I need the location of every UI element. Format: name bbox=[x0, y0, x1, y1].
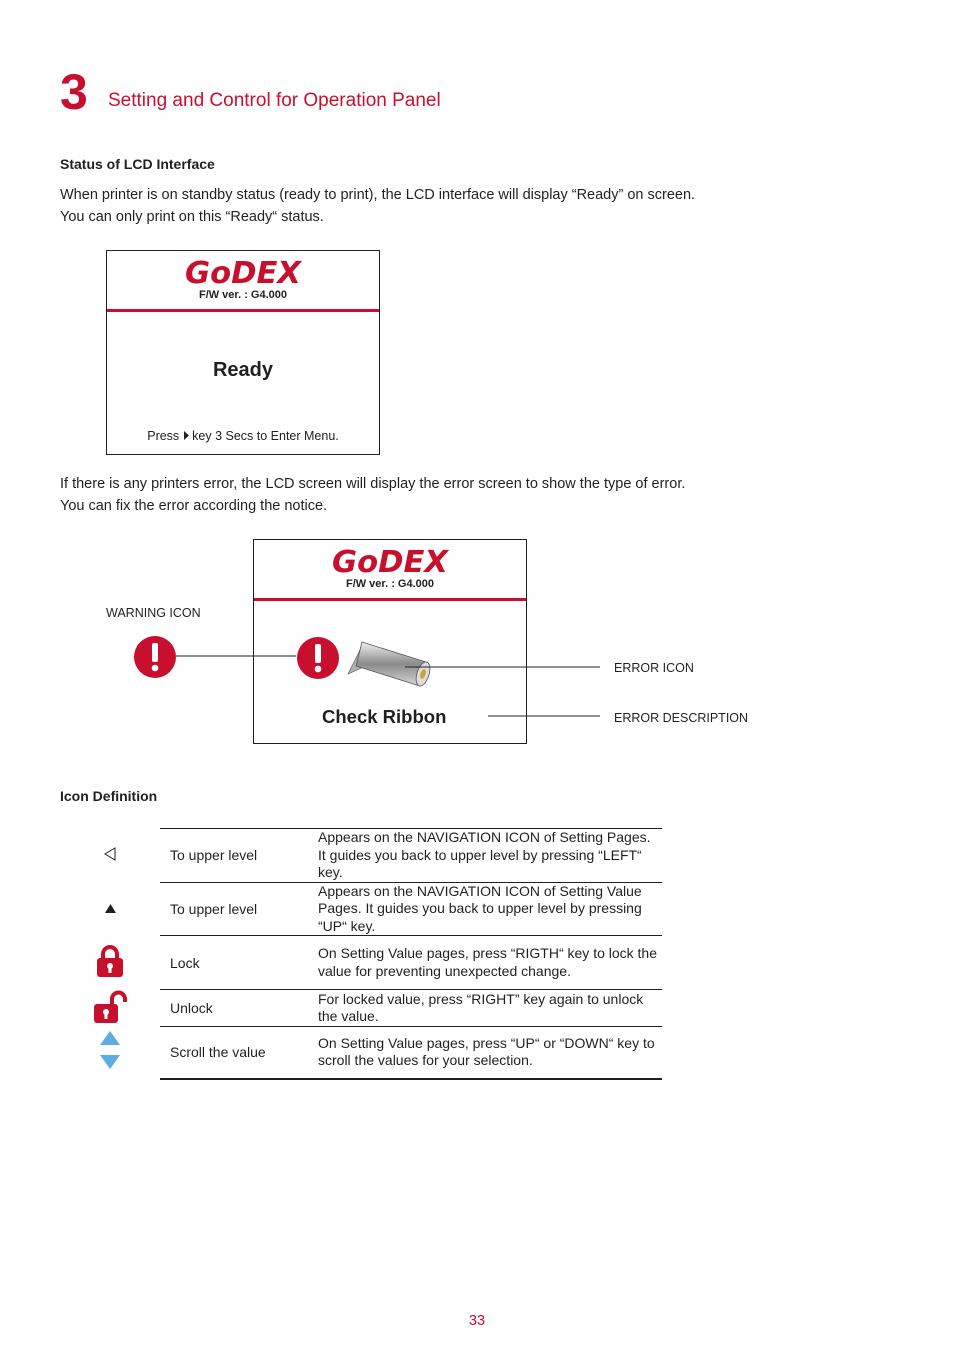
icon-name: Unlock bbox=[160, 990, 318, 1027]
status-paragraph-1-line-2: You can only print on this “Ready“ status. bbox=[60, 209, 324, 225]
icon-description: For locked value, press “RIGHT” key again to unlock the value. bbox=[318, 990, 662, 1027]
status-paragraph-1-line-1: When printer is on standby status (ready to print), the LCD interface will display “Ready” on screen. bbox=[60, 187, 696, 203]
error-description: Check Ribbon bbox=[322, 706, 447, 727]
icon-name: Lock bbox=[160, 936, 318, 990]
icon-description: Appears on the NAVIGATION ICON of Setting Value Pages. It guides you back to upper level by pressing “UP“ key. bbox=[318, 882, 662, 936]
warning-icon bbox=[133, 635, 177, 679]
icon-name: To upper level bbox=[160, 829, 318, 883]
godex-logo-text: GoDEX bbox=[332, 545, 450, 578]
icon-description: On Setting Value pages, press “UP“ or “DOWN“ key to scroll the values for your selection. bbox=[318, 1027, 662, 1079]
warning-icon-label: WARNING ICON bbox=[106, 606, 201, 620]
icon-section-heading: Icon Definition bbox=[60, 788, 158, 804]
up-triangle-icon bbox=[104, 903, 117, 914]
status-paragraph-2-line-1: If there is any printers error, the LCD screen will display the error screen to show the type of error. bbox=[60, 476, 686, 492]
press-prefix: Press bbox=[147, 429, 180, 443]
firmware-version: F/W ver. : G4.000 bbox=[345, 578, 435, 590]
icon-cell bbox=[60, 829, 160, 883]
status-section-heading: Status of LCD Interface bbox=[60, 156, 215, 172]
lock-icon bbox=[96, 944, 124, 978]
page-number: 33 bbox=[468, 1313, 486, 1329]
icon-cell bbox=[60, 1027, 160, 1079]
icon-description: On Setting Value pages, press “RIGTH“ key to lock the value for preventing unexpected change. bbox=[318, 936, 662, 990]
scroll-arrows-icon bbox=[99, 1030, 121, 1072]
chapter-number: 3 bbox=[60, 64, 88, 120]
firmware-version: F/W ver. : G4.000 bbox=[198, 289, 288, 301]
table-row bbox=[60, 1027, 662, 1079]
icon-name: Scroll the value bbox=[160, 1027, 318, 1079]
error-icon-label: ERROR ICON bbox=[614, 661, 694, 675]
icon-definition-table bbox=[60, 828, 662, 1080]
left-triangle-icon bbox=[104, 847, 116, 861]
icon-name: To upper level bbox=[160, 882, 318, 936]
icon-cell bbox=[60, 882, 160, 936]
table-row bbox=[60, 882, 662, 936]
icon-cell bbox=[60, 936, 160, 990]
error-description-label: ERROR DESCRIPTION bbox=[614, 711, 749, 725]
table-row bbox=[60, 936, 662, 990]
table-row bbox=[60, 990, 662, 1027]
table-row bbox=[60, 829, 662, 883]
unlock-icon bbox=[93, 990, 127, 1024]
godex-logo-text: GoDEX bbox=[185, 256, 303, 289]
icon-description: Appears on the NAVIGATION ICON of Setting Pages. It guides you back to upper level by pressing “LEFT“ key. bbox=[318, 829, 662, 883]
press-suffix: key 3 Secs to Enter Menu. bbox=[192, 429, 339, 443]
icon-cell bbox=[60, 990, 160, 1027]
ready-status: Ready bbox=[212, 359, 274, 381]
chapter-title: Setting and Control for Operation Panel bbox=[108, 90, 441, 111]
status-paragraph-2-line-2: You can fix the error according the notice. bbox=[60, 498, 328, 514]
